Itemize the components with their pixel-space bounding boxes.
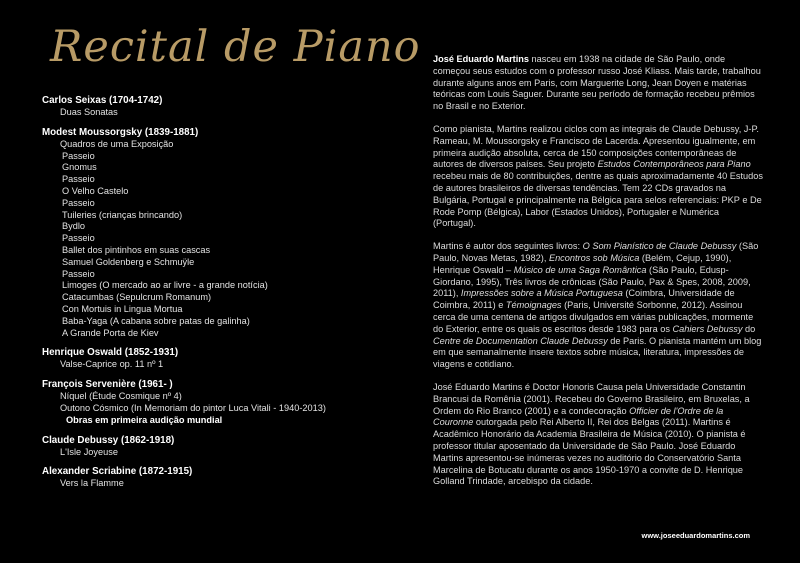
work-title: Passeio <box>62 174 95 185</box>
bio-text: (Coimbra, Universidade de Coimbra, 2011) e <box>433 288 735 311</box>
work-title: Valse-Caprice op. 11 nº 1 <box>60 359 164 370</box>
bio-title-ref: Estudos Contemporâneos para Piano <box>597 159 751 170</box>
page-title: Recital de Piano <box>50 22 421 72</box>
bio-text: recebeu mais de 80 contribuições, dentre as quais aproximadamente 40 Estudos de autores brasileiros de diversas tendências. Tem 22 CDs gravados na Bulgária, Portugal e principalmente na Bélgica para selos referenciais: PKP e De Rode Pomp (Bélgica), Labor (Estados Unidos), Portugaler e Numérica (Portugal). <box>433 171 763 229</box>
bio-text: nasceu em 1938 na cidade de São Paulo, onde começou seus estudos com o professor russo José Kliass. Mais tarde, trabalhou durante alguns anos em Paris, com Marguerite Long, Jean Doyen e matérias teóricas com Louis Saguer. Durante seu período de formação recebeu prêmios no Brasil e no Exterior. <box>433 54 761 112</box>
work-title: Tuileries (crianças brincando) <box>62 209 183 220</box>
work-title: Duas Sonatas <box>60 107 118 117</box>
composer-name: Alexander Scriabine (1872-1915) <box>42 466 193 478</box>
bio-paragraph <box>433 382 763 488</box>
biography <box>433 54 763 499</box>
composer-block <box>42 95 402 119</box>
bio-text: de Paris. O pianista mantém um blog em que semanalmente insere textos sobre música, literatura, impressões de viagens e cotidiano. <box>433 335 762 370</box>
bio-text: (Paris, Université Sorbonne, 2012). Assinou cerca de uma centena de artigos divulgados em várias publicações, mormente do Exterior, entre os quais os escritos desde 1983 para os <box>433 300 754 334</box>
bio-paragraph <box>433 124 763 230</box>
bio-text: Como pianista, Martins realizou ciclos com as integrais de Claude Debussy, J-P. Rameau, M. Moussorgsky e Francisco de Lacerda. Apresentou igualmente, em primeira audição absoluta, cerca de 150 composições contemporâneas de autores de diversos países. Seu projeto <box>433 123 759 170</box>
work-title: Passeio <box>62 150 95 161</box>
composer-name: Henrique Oswald (1852-1931) <box>42 347 179 359</box>
program-list <box>42 95 402 498</box>
work-title: Quadros de uma Exposição <box>60 138 174 149</box>
work-title: Limoges (O mercado ao ar livre - a grande notícia) <box>62 280 268 291</box>
bio-title-ref: Encontros sob Música <box>548 252 640 263</box>
composer-name: François Servenière (1961- ) <box>42 379 173 391</box>
bio-paragraph <box>433 241 763 371</box>
bio-text: Martins é autor dos seguintes livros: <box>433 241 583 252</box>
bio-name: José Eduardo Martins <box>433 54 529 64</box>
bio-text: (Belém, Cejup, 1990), Henrique Oswald – <box>433 252 732 275</box>
work-title: Samuel Goldenberg e Schmuÿle <box>62 256 195 267</box>
composer-block <box>42 466 402 490</box>
bio-title-ref: Impressões sobre a Música Portuguesa <box>460 288 623 299</box>
premiere-note: Obras em primeira audição mundial <box>66 414 223 425</box>
bio-title-ref: O Som Pianístico de Claude Debussy <box>582 241 737 252</box>
bio-title-ref: Témoignages <box>505 300 562 311</box>
work-title: Gnomus <box>62 162 97 173</box>
composer-name: Modest Moussorgsky (1839-1881) <box>42 126 199 138</box>
composer-block <box>42 435 402 459</box>
bio-text: do <box>742 323 756 334</box>
bio-title-ref: Cahiers Debussy <box>672 323 743 334</box>
bio-title-ref: Músico de uma Saga Romântica <box>513 264 647 275</box>
composer-name: Carlos Seixas (1704-1742) <box>42 95 163 106</box>
work-title: Ballet dos pintinhos em suas cascas <box>62 244 211 255</box>
work-title: Níquel (Étude Cosmique nº 4) <box>60 391 182 402</box>
bio-text: (São Paulo, Edusp-Giordano, 1995), Três livros de crônicas (São Paulo, Pax & Spes, 2008, 2009, 2011), <box>433 264 751 299</box>
work-title: Outono Cósmico (In Memoriam do pintor Luca Vitali - 1940-2013) <box>60 402 326 413</box>
bio-title-ref: Centre de Documentation Claude Debussy <box>433 335 608 346</box>
bio-text: José Eduardo Martins é Doctor Honoris Causa pela Universidade Constantin Brancusi da Romênia (2001). Recebeu do Governo Brasileiro, em Bruxelas, a Ordem do Rio Branco (2001) e a condecoração <box>433 381 750 416</box>
work-title: Baba-Yaga (A cabana sobre patas de galinha) <box>62 315 250 326</box>
work-title: Catacumbas (Sepulcrum Romanum) <box>62 292 212 303</box>
work-title: Passeio <box>62 197 95 208</box>
work-title: A Grande Porta de Kiev <box>62 327 159 338</box>
bio-text: (São Paulo, Novas Metas, 1982), <box>433 241 759 263</box>
work-title: Con Mortuis in Lingua Mortua <box>62 303 183 314</box>
work-title: O Velho Castelo <box>62 185 129 196</box>
composer-block <box>42 347 402 371</box>
work-title: L'Isle Joyeuse <box>60 446 118 457</box>
composer-block <box>42 127 402 340</box>
work-title: Vers la Flamme <box>60 478 124 489</box>
bio-title-ref: Officier de l'Ordre de la Couronne <box>433 405 724 428</box>
bio-text: outorgada pelo Rei Alberto II, Rei dos Belgas (2011). Martins é Acadêmico Honorário da Academia Brasileira de Música (2010). O pianista é professor titular aposentado da Universidade de São Paulo. José Eduardo Martins apresentou-se inúmeras vezes no auditório do Conservatório Santa Marcelina de Botucatu durante os anos 1950-1970 a convite de D. Henrique Golland Trindade, arcebispo da cidade. <box>433 417 746 487</box>
website-link[interactable]: www.joseeduardomartins.com <box>641 531 750 540</box>
work-title: Passeio <box>62 268 95 279</box>
composer-block <box>42 379 402 426</box>
composer-name: Claude Debussy (1862-1918) <box>42 434 175 446</box>
bio-paragraph <box>433 54 763 113</box>
work-title: Passeio <box>62 233 95 244</box>
work-title: Bydlo <box>62 221 85 232</box>
